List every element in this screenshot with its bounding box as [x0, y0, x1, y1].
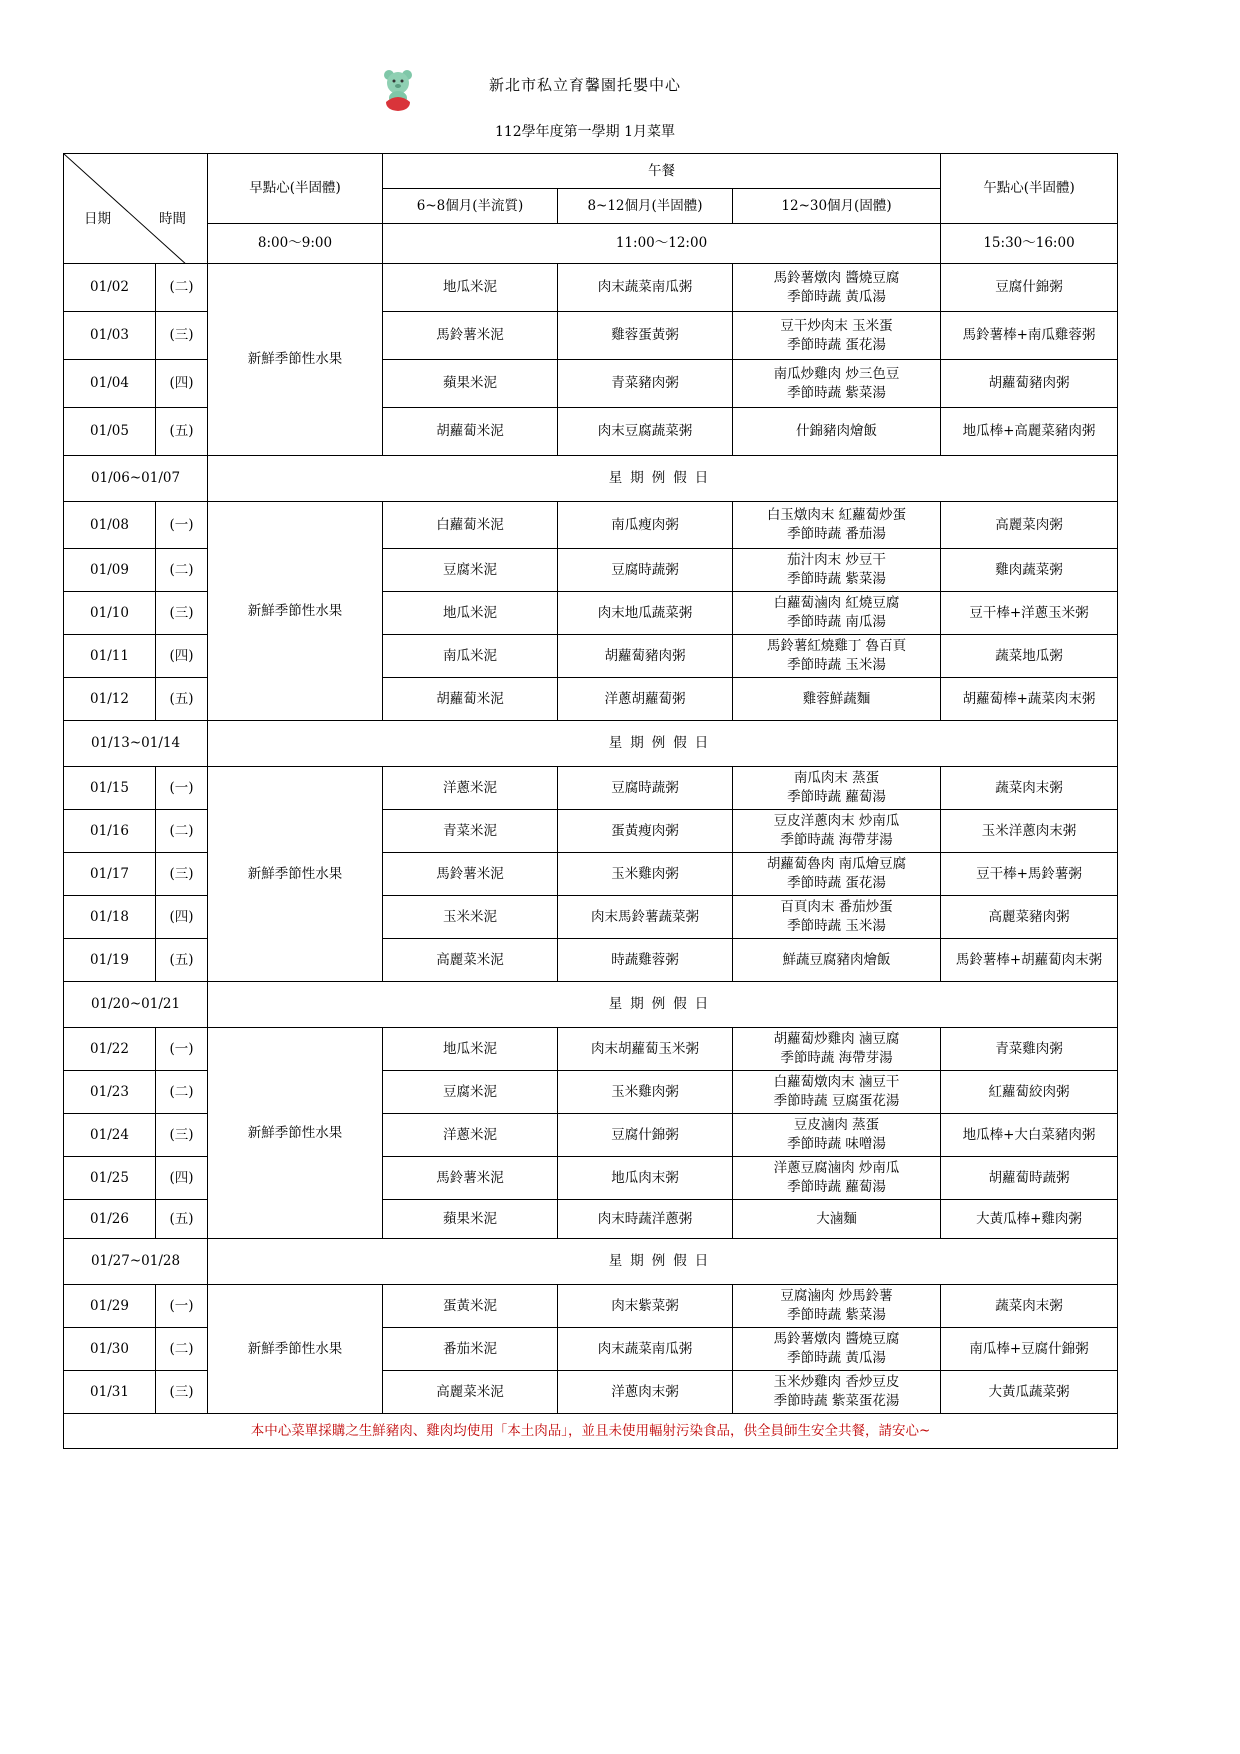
snack-cell: 馬鈴薯棒+胡蘿蔔肉末粥	[941, 939, 1118, 982]
lunch-8-12-cell: 肉末地瓜蔬菜粥	[558, 592, 733, 635]
weekday-cell: (二)	[156, 549, 208, 592]
lunch-8-12-cell: 玉米雞肉粥	[558, 853, 733, 896]
lunch-6-8-cell: 地瓜米泥	[383, 1028, 558, 1071]
date-cell: 01/18	[64, 896, 156, 939]
date-cell: 01/26	[64, 1200, 156, 1239]
lunch-12-30-main: 洋蔥豆腐滷肉 炒南瓜	[773, 1160, 900, 1176]
menu-row	[64, 767, 1118, 810]
lunch-12-30-main: 白蘿蔔滷肉 紅燒豆腐	[773, 595, 900, 611]
weekday-cell: (四)	[156, 1157, 208, 1200]
snack-header: 午點心(半固體)	[941, 154, 1118, 224]
breakfast-cell: 新鮮季節性水果	[208, 767, 383, 982]
lunch-8-12-cell: 胡蘿蔔豬肉粥	[558, 635, 733, 678]
lunch-12-30-cell	[733, 853, 941, 896]
date-cell: 01/30	[64, 1328, 156, 1371]
snack-cell: 青菜雞肉粥	[941, 1028, 1118, 1071]
lunch-8-12-cell: 豆腐時蔬粥	[558, 767, 733, 810]
snack-cell: 蔬菜肉末粥	[941, 1285, 1118, 1328]
lunch-12-30-side: 季節時蔬 味噌湯	[787, 1136, 886, 1152]
lunch-12-30-side: 季節時蔬 豆腐蛋花湯	[773, 1093, 900, 1109]
lunch-12-30-main: 南瓜肉末 蒸蛋	[793, 770, 880, 786]
lunch-8-12-cell: 肉末豆腐蔬菜粥	[558, 408, 733, 456]
date-cell: 01/23	[64, 1071, 156, 1114]
lunch-12-30-main: 豆皮洋蔥肉末 炒南瓜	[773, 813, 900, 829]
lunch-12-30-main: 白蘿蔔燉肉末 滷豆干	[773, 1074, 900, 1090]
lunch-12-30-side: 季節時蔬 番茄湯	[787, 526, 886, 542]
holiday-row	[64, 1239, 1118, 1285]
lunch-8-12-cell: 肉末紫菜粥	[558, 1285, 733, 1328]
holiday-row	[64, 456, 1118, 502]
date-cell: 01/03	[64, 312, 156, 360]
lunch-12-30-cell	[733, 502, 941, 549]
menu-row	[64, 1028, 1118, 1071]
breakfast-cell: 新鮮季節性水果	[208, 264, 383, 456]
lunch-12-30-side: 季節時蔬 蘿蔔湯	[787, 1179, 886, 1195]
menu-table	[63, 153, 1118, 1449]
snack-cell: 豆腐什錦粥	[941, 264, 1118, 312]
date-cell: 01/19	[64, 939, 156, 982]
lunch-6-8-cell: 豆腐米泥	[383, 549, 558, 592]
weekday-cell: (三)	[156, 1114, 208, 1157]
date-cell: 01/02	[64, 264, 156, 312]
lunch-6-8-cell: 白蘿蔔米泥	[383, 502, 558, 549]
lunch-12-30-cell	[733, 1071, 941, 1114]
holiday-row	[64, 721, 1118, 767]
lunch-12-30-main: 馬鈴薯紅燒雞丁 魯百頁	[766, 638, 907, 654]
date-cell: 01/08	[64, 502, 156, 549]
lunch-12-30-side: 季節時蔬 黃瓜湯	[787, 1350, 886, 1366]
weekday-cell: (四)	[156, 635, 208, 678]
lunch-6-8-cell: 馬鈴薯米泥	[383, 853, 558, 896]
weekday-cell: (四)	[156, 896, 208, 939]
lunch-8-12-cell: 雞蓉蛋黃粥	[558, 312, 733, 360]
holiday-date-cell: 01/20~01/21	[64, 982, 208, 1028]
lunch-12-30-main: 什錦豬肉燴飯	[796, 423, 877, 439]
date-header: 日期	[84, 211, 111, 227]
lunch-12-30-main: 豆皮滷肉 蒸蛋	[793, 1117, 880, 1133]
lunch-6-8-cell: 南瓜米泥	[383, 635, 558, 678]
weekday-cell: (三)	[156, 853, 208, 896]
menu-row	[64, 502, 1118, 549]
lunch-6-8-cell: 高麗菜米泥	[383, 939, 558, 982]
lunch-12-30-side: 季節時蔬 蛋花湯	[787, 875, 886, 891]
lunch-12-30-cell	[733, 1028, 941, 1071]
lunch-12-30-main: 大滷麵	[816, 1210, 857, 1227]
lunch-12-30-main: 白玉燉肉末 紅蘿蔔炒蛋	[766, 507, 907, 523]
lunch-8-12-header: 8~12個月(半固體)	[558, 189, 733, 224]
lunch-6-8-cell: 蘋果米泥	[383, 1200, 558, 1239]
date-cell: 01/17	[64, 853, 156, 896]
weekday-cell: (三)	[156, 1371, 208, 1414]
lunch-12-30-main: 胡蘿蔔炒雞肉 滷豆腐	[773, 1031, 900, 1047]
lunch-12-30-cell	[733, 678, 941, 721]
lunch-12-30-side: 季節時蔬 蛋花湯	[787, 336, 886, 353]
menu-row	[64, 1285, 1118, 1328]
lunch-6-8-cell: 洋蔥米泥	[383, 1114, 558, 1157]
weekday-cell: (三)	[156, 592, 208, 635]
holiday-label: 星期例假日	[208, 982, 1118, 1028]
lunch-12-30-side: 季節時蔬 玉米湯	[787, 918, 886, 934]
lunch-12-30-main: 雞蓉鮮蔬麵	[802, 690, 871, 707]
lunch-12-30-main: 胡蘿蔔魯肉 南瓜燴豆腐	[766, 856, 907, 872]
lunch-12-30-side: 季節時蔬 海帶芽湯	[780, 1050, 893, 1066]
weekday-cell: (四)	[156, 360, 208, 408]
lunch-6-8-cell: 豆腐米泥	[383, 1071, 558, 1114]
time-header: 時間	[159, 211, 186, 227]
lunch-8-12-cell: 豆腐時蔬粥	[558, 549, 733, 592]
lunch-6-8-cell: 地瓜米泥	[383, 264, 558, 312]
lunch-12-30-side: 季節時蔬 蘿蔔湯	[787, 789, 886, 805]
lunch-12-30-side: 季節時蔬 紫菜湯	[787, 1307, 886, 1323]
lunch-6-8-cell: 高麗菜米泥	[383, 1371, 558, 1414]
weekday-cell: (一)	[156, 767, 208, 810]
lunch-6-8-cell: 青菜米泥	[383, 810, 558, 853]
lunch-6-8-cell: 胡蘿蔔米泥	[383, 408, 558, 456]
date-cell: 01/24	[64, 1114, 156, 1157]
snack-cell: 南瓜棒+豆腐什錦粥	[941, 1328, 1118, 1371]
date-cell: 01/09	[64, 549, 156, 592]
lunch-8-12-cell: 肉末馬鈴薯蔬菜粥	[558, 896, 733, 939]
holiday-date-cell: 01/06~01/07	[64, 456, 208, 502]
lunch-8-12-cell: 玉米雞肉粥	[558, 1071, 733, 1114]
lunch-6-8-header: 6~8個月(半流質)	[383, 189, 558, 224]
lunch-12-30-side: 季節時蔬 紫菜湯	[787, 384, 886, 401]
lunch-6-8-cell: 胡蘿蔔米泥	[383, 678, 558, 721]
weekday-cell: (一)	[156, 1028, 208, 1071]
holiday-date-cell: 01/27~01/28	[64, 1239, 208, 1285]
date-cell: 01/04	[64, 360, 156, 408]
date-time-corner	[64, 154, 208, 264]
lunch-12-30-cell	[733, 896, 941, 939]
snack-cell: 豆干棒+馬鈴薯粥	[941, 853, 1118, 896]
lunch-12-30-side: 季節時蔬 南瓜湯	[787, 614, 886, 630]
lunch-6-8-cell: 地瓜米泥	[383, 592, 558, 635]
breakfast-cell: 新鮮季節性水果	[208, 1028, 383, 1239]
lunch-12-30-side: 季節時蔬 海帶芽湯	[780, 832, 893, 848]
weekday-cell: (二)	[156, 264, 208, 312]
lunch-header: 午餐	[383, 154, 941, 189]
weekday-cell: (五)	[156, 678, 208, 721]
lunch-12-30-main: 南瓜炒雞肉 炒三色豆	[773, 365, 900, 382]
date-cell: 01/05	[64, 408, 156, 456]
lunch-8-12-cell: 洋蔥肉末粥	[558, 1371, 733, 1414]
holiday-label: 星期例假日	[208, 456, 1118, 502]
lunch-12-30-main: 豆腐滷肉 炒馬鈴薯	[780, 1288, 893, 1304]
weekday-cell: (三)	[156, 312, 208, 360]
lunch-6-8-cell: 番茄米泥	[383, 1328, 558, 1371]
lunch-6-8-cell: 蘋果米泥	[383, 360, 558, 408]
holiday-label: 星期例假日	[208, 721, 1118, 767]
lunch-12-30-cell	[733, 1157, 941, 1200]
lunch-12-30-main: 馬鈴薯燉肉 醬燒豆腐	[773, 1331, 900, 1347]
lunch-8-12-cell: 肉末時蔬洋蔥粥	[558, 1200, 733, 1239]
lunch-12-30-side: 季節時蔬 紫菜蛋花湯	[773, 1393, 900, 1409]
lunch-8-12-cell: 南瓜瘦肉粥	[558, 502, 733, 549]
date-cell: 01/15	[64, 767, 156, 810]
lunch-12-30-cell	[733, 939, 941, 982]
date-cell: 01/22	[64, 1028, 156, 1071]
snack-cell: 雞肉蔬菜粥	[941, 549, 1118, 592]
weekday-cell: (二)	[156, 1071, 208, 1114]
lunch-12-30-main: 馬鈴薯燉肉 醬燒豆腐	[773, 269, 900, 286]
lunch-8-12-cell: 地瓜肉末粥	[558, 1157, 733, 1200]
lunch-8-12-cell: 肉末胡蘿蔔玉米粥	[558, 1028, 733, 1071]
lunch-12-30-cell	[733, 1328, 941, 1371]
footer-note: 本中心菜單採購之生鮮豬肉、雞肉均使用「本土肉品」，並且未使用輻射污染食品，供全員師生安全共餐，請安心~	[64, 1414, 1118, 1449]
breakfast-cell: 新鮮季節性水果	[208, 502, 383, 721]
lunch-6-8-cell: 洋蔥米泥	[383, 767, 558, 810]
snack-cell: 豆干棒+洋蔥玉米粥	[941, 592, 1118, 635]
snack-cell: 大黃瓜蔬菜粥	[941, 1371, 1118, 1414]
snack-cell: 胡蘿蔔豬肉粥	[941, 360, 1118, 408]
holiday-date-cell: 01/13~01/14	[64, 721, 208, 767]
lunch-12-30-side: 季節時蔬 紫菜湯	[787, 571, 886, 587]
holiday-row	[64, 982, 1118, 1028]
date-cell: 01/10	[64, 592, 156, 635]
snack-cell: 大黃瓜棒+雞肉粥	[941, 1200, 1118, 1239]
date-cell: 01/12	[64, 678, 156, 721]
lunch-12-30-cell	[733, 1285, 941, 1328]
breakfast-header: 早點心(半固體)	[208, 154, 383, 224]
snack-cell: 玉米洋蔥肉末粥	[941, 810, 1118, 853]
breakfast-cell: 新鮮季節性水果	[208, 1285, 383, 1414]
date-cell: 01/11	[64, 635, 156, 678]
lunch-12-30-cell	[733, 408, 941, 456]
lunch-12-30-cell	[733, 360, 941, 408]
lunch-12-30-cell	[733, 592, 941, 635]
weekday-cell: (五)	[156, 939, 208, 982]
term-title: 112學年度第一學期 1月菜單	[494, 124, 676, 140]
lunch-12-30-main: 鮮蔬豆腐豬肉燴飯	[782, 951, 891, 968]
date-cell: 01/31	[64, 1371, 156, 1414]
lunch-6-8-cell: 玉米米泥	[383, 896, 558, 939]
lunch-12-30-cell	[733, 312, 941, 360]
weekday-cell: (二)	[156, 810, 208, 853]
snack-cell: 蔬菜地瓜粥	[941, 635, 1118, 678]
lunch-8-12-cell: 肉末蔬菜南瓜粥	[558, 264, 733, 312]
snack-cell: 地瓜棒+大白菜豬肉粥	[941, 1114, 1118, 1157]
lunch-12-30-cell	[733, 1371, 941, 1414]
snack-cell: 蔬菜肉末粥	[941, 767, 1118, 810]
holiday-label: 星期例假日	[208, 1239, 1118, 1285]
snack-time: 15:30～16:00	[941, 224, 1118, 264]
date-cell: 01/16	[64, 810, 156, 853]
lunch-12-30-main: 茄汁肉末 炒豆干	[787, 552, 886, 568]
weekday-cell: (五)	[156, 408, 208, 456]
snack-cell: 高麗菜豬肉粥	[941, 896, 1118, 939]
lunch-12-30-main: 豆干炒肉末 玉米蛋	[780, 317, 893, 334]
date-cell: 01/25	[64, 1157, 156, 1200]
snack-cell: 地瓜棒+高麗菜豬肉粥	[941, 408, 1118, 456]
weekday-cell: (二)	[156, 1328, 208, 1371]
menu-row	[64, 264, 1118, 312]
snack-cell: 胡蘿蔔時蔬粥	[941, 1157, 1118, 1200]
lunch-12-30-side: 季節時蔬 玉米湯	[787, 657, 886, 673]
lunch-6-8-cell: 馬鈴薯米泥	[383, 1157, 558, 1200]
lunch-8-12-cell: 青菜豬肉粥	[558, 360, 733, 408]
lunch-12-30-side: 季節時蔬 黃瓜湯	[787, 288, 886, 305]
weekday-cell: (一)	[156, 502, 208, 549]
snack-cell: 高麗菜肉粥	[941, 502, 1118, 549]
lunch-12-30-cell	[733, 1200, 941, 1239]
weekday-cell: (一)	[156, 1285, 208, 1328]
lunch-12-30-cell	[733, 810, 941, 853]
lunch-12-30-cell	[733, 635, 941, 678]
lunch-12-30-cell	[733, 767, 941, 810]
lunch-12-30-cell	[733, 1114, 941, 1157]
lunch-8-12-cell: 蛋黃瘦肉粥	[558, 810, 733, 853]
lunch-12-30-header: 12~30個月(固體)	[733, 189, 941, 224]
lunch-time: 11:00～12:00	[383, 224, 941, 264]
lunch-8-12-cell: 洋蔥胡蘿蔔粥	[558, 678, 733, 721]
lunch-12-30-cell	[733, 549, 941, 592]
weekday-cell: (五)	[156, 1200, 208, 1239]
bear-logo	[378, 68, 418, 112]
snack-cell: 胡蘿蔔棒+蔬菜肉末粥	[941, 678, 1118, 721]
snack-cell: 馬鈴薯棒+南瓜雞蓉粥	[941, 312, 1118, 360]
breakfast-time: 8:00～9:00	[208, 224, 383, 264]
lunch-8-12-cell: 肉末蔬菜南瓜粥	[558, 1328, 733, 1371]
lunch-12-30-main: 百頁肉末 番茄炒蛋	[780, 899, 893, 915]
lunch-12-30-main: 玉米炒雞肉 香炒豆皮	[773, 1374, 900, 1390]
snack-cell: 紅蘿蔔絞肉粥	[941, 1071, 1118, 1114]
date-cell: 01/29	[64, 1285, 156, 1328]
lunch-8-12-cell: 時蔬雞蓉粥	[558, 939, 733, 982]
lunch-6-8-cell: 蛋黃米泥	[383, 1285, 558, 1328]
lunch-8-12-cell: 豆腐什錦粥	[558, 1114, 733, 1157]
menu-body	[64, 264, 1118, 1414]
lunch-6-8-cell: 馬鈴薯米泥	[383, 312, 558, 360]
school-name: 新北市私立育馨園托嬰中心	[488, 76, 681, 94]
lunch-12-30-cell	[733, 264, 941, 312]
